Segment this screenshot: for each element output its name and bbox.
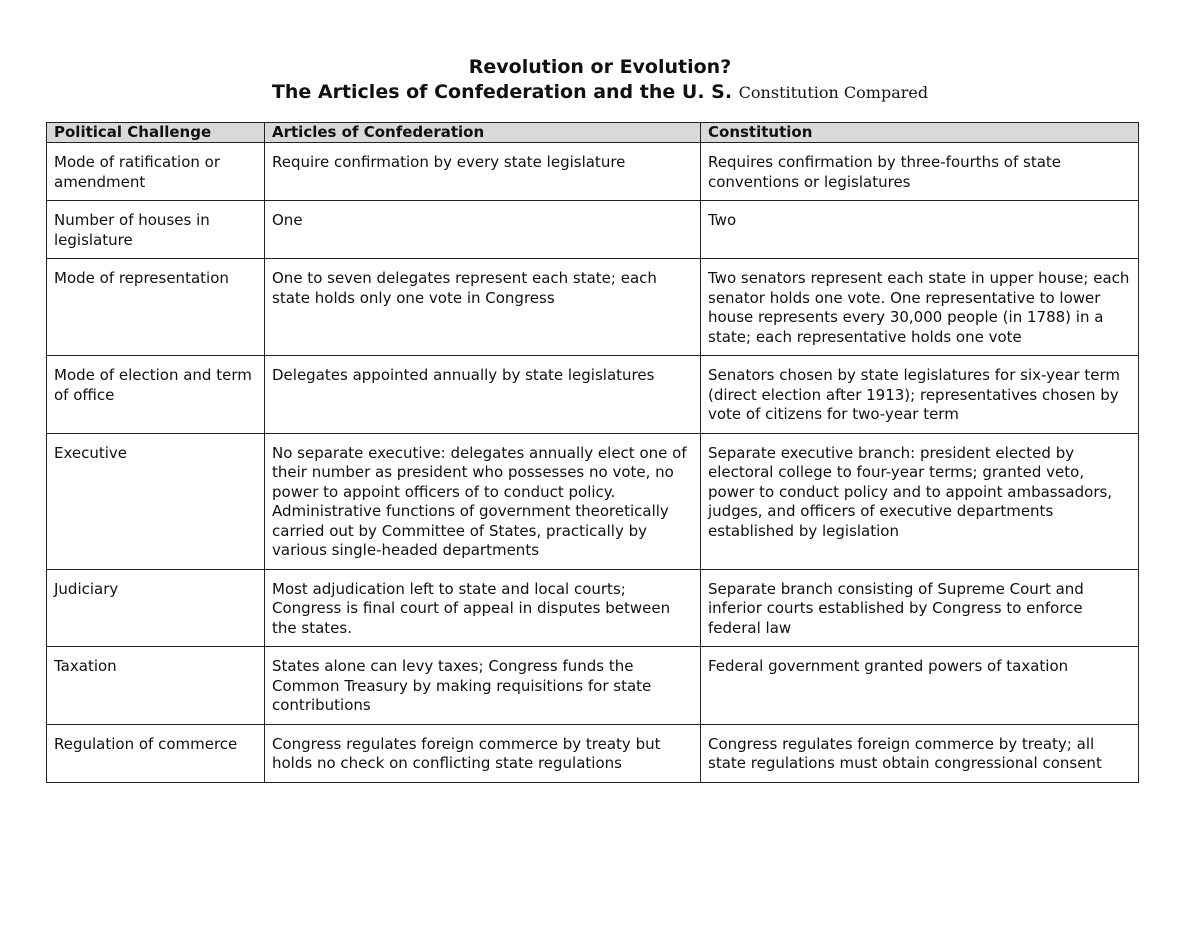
- challenge-cell: Judiciary: [47, 569, 265, 647]
- document-title: [0, 55, 1200, 105]
- table-row: [47, 724, 1139, 782]
- articles-cell: Most adjudication left to state and local courts; Congress is final court of appeal in disputes between the states.: [265, 569, 701, 647]
- articles-cell: One: [265, 201, 701, 259]
- articles-cell: One to seven delegates represent each state; each state holds only one vote in Congress: [265, 259, 701, 356]
- challenge-cell: Regulation of commerce: [47, 724, 265, 782]
- constitution-cell: Federal government granted powers of taxation: [701, 647, 1139, 725]
- header-articles-of-confederation: Articles of Confederation: [265, 123, 701, 143]
- articles-cell: No separate executive: delegates annually elect one of their number as president who possesses no vote, no power to appoint officers of to conduct policy. Administrative functions of government theoretically carried out by Committee of States, practically by various single-headed departments: [265, 433, 701, 569]
- title-line-1: Revolution or Evolution?: [468, 56, 732, 78]
- challenge-cell: Mode of representation: [47, 259, 265, 356]
- articles-cell: Congress regulates foreign commerce by treaty but holds no check on conflicting state regulations: [265, 724, 701, 782]
- constitution-cell: Senators chosen by state legislatures for six-year term (direct election after 1913); representatives chosen by vote of citizens for two-year term: [701, 356, 1139, 434]
- constitution-cell: Congress regulates foreign commerce by treaty; all state regulations must obtain congressional consent: [701, 724, 1139, 782]
- title-line-2-tail: Constitution Compared: [738, 83, 929, 102]
- table-row: [47, 356, 1139, 434]
- table-row: [47, 569, 1139, 647]
- constitution-cell: Separate branch consisting of Supreme Court and inferior courts established by Congress to enforce federal law: [701, 569, 1139, 647]
- table-row: [47, 143, 1139, 201]
- constitution-cell: Two senators represent each state in upper house; each senator holds one vote. One representative to lower house represents every 30,000 people (in 1788) in a state; each representative holds one vote: [701, 259, 1139, 356]
- articles-cell: Delegates appointed annually by state legislatures: [265, 356, 701, 434]
- table-row: [47, 259, 1139, 356]
- constitution-cell: Two: [701, 201, 1139, 259]
- articles-cell: States alone can levy taxes; Congress funds the Common Treasury by making requisitions for state contributions: [265, 647, 701, 725]
- table-header-row: [47, 123, 1139, 143]
- table-row: [47, 433, 1139, 569]
- challenge-cell: Executive: [47, 433, 265, 569]
- challenge-cell: Taxation: [47, 647, 265, 725]
- table-row: [47, 201, 1139, 259]
- header-constitution: Constitution: [701, 123, 1139, 143]
- constitution-cell: Separate executive branch: president elected by electoral college to four-year terms; granted veto, power to conduct policy and to appoint ambassadors, judges, and officers of executive departments established by legislation: [701, 433, 1139, 569]
- comparison-table: [46, 122, 1139, 783]
- header-political-challenge: Political Challenge: [47, 123, 265, 143]
- articles-cell: Require confirmation by every state legislature: [265, 143, 701, 201]
- constitution-cell: Requires confirmation by three-fourths of state conventions or legislatures: [701, 143, 1139, 201]
- challenge-cell: Number of houses in legislature: [47, 201, 265, 259]
- table-row: [47, 647, 1139, 725]
- title-line-2-bold: The Articles of Confederation and the U. S.: [271, 81, 733, 103]
- title-line-2: [0, 80, 1200, 105]
- challenge-cell: Mode of election and term of office: [47, 356, 265, 434]
- challenge-cell: Mode of ratification or amendment: [47, 143, 265, 201]
